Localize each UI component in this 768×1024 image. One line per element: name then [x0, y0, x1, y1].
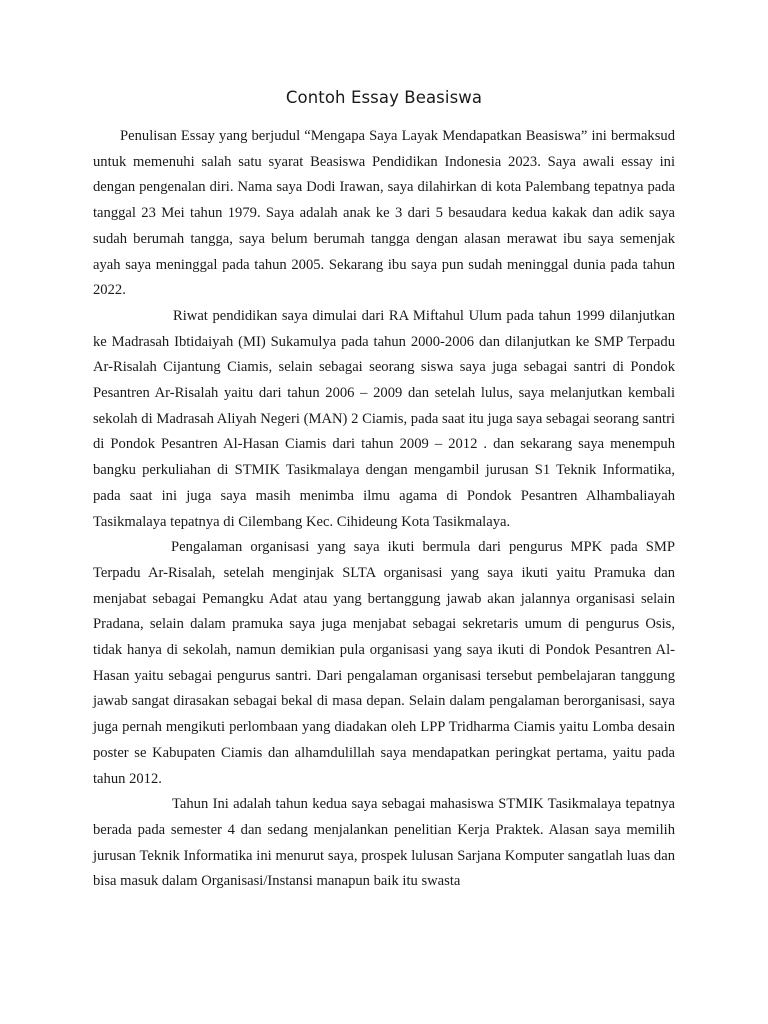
paragraph-intro: Penulisan Essay yang berjudul “Mengapa Saya Layak Mendapatkan Beasiswa” ini bermaksud untuk memenuhi salah satu syarat Beasiswa Pendidikan Indonesia 2023. Saya awali essay ini dengan pengenalan diri. Nama saya Dodi Irawan, saya dilahirkan di kota Palembang tepatnya pada tanggal 23 Mei tahun 1979. Saya adalah anak ke 3 dari 5 besaudara kedua kakak dan adik saya sudah berumah tangga, saya belum berumah tangga dengan alasan merawat ibu saya semenjak ayah saya meninggal pada tahun 2005. Sekarang ibu saya pun sudah meninggal dunia pada tahun 2022.	[93, 128, 675, 299]
document-title: Contoh Essay Beasiswa	[285, 88, 483, 107]
paragraph-organization: Pengalaman organisasi yang saya ikuti bermula dari pengurus MPK pada SMP Terpadu Ar-Risalah, setelah menginjak SLTA organisasi yang saya ikuti yaitu Pramuka dan menjabat sebagai Pemangku Adat atau yang bertanggung jawab akan jalannya organisasi selain Pradana, selain dalam pramuka saya juga menjabat sebagai sekretaris umum di pengurus Osis, tidak hanya di sekolah, namun demikian pula organisasi yang saya ikuti di Pondok Pesantren Al- Hasan yaitu sebagai pengurus santri. Dari pengalaman organisasi tersebut pembelajaran tanggung jawab sangat dirasakan sebagai bekal di masa depan. Selain dalam pengalaman berorganisasi, saya juga pernah mengikuti perlombaan yang diadakan oleh LPP Tridharma Ciamis yaitu Lomba desain poster se Kabupaten Ciamis dan alhamdulillah saya mendapatkan peringkat pertama, yaitu pada tahun 2012.	[93, 539, 675, 787]
paragraph-reason: Tahun Ini adalah tahun kedua saya sebagai mahasiswa STMIK Tasikmalaya tepatnya berada pada semester 4 dan sedang menjalankan penelitian Kerja Praktek. Alasan saya memilih jurusan Teknik Informatika ini menurut saya, prospek lulusan Sarjana Komputer sangatlah luas dan bisa masuk dalam Organisasi/Instansi manapun baik itu swasta	[93, 796, 675, 890]
paragraph-education: Riwat pendidikan saya dimulai dari RA Miftahul Ulum pada tahun 1999 dilanjutkan ke Madrasah Ibtidaiyah (MI) Sukamulya pada tahun 2000-2006 dan dilanjutkan ke SMP Terpadu Ar-Risalah Cijantung Ciamis, selain sebagai seorang siswa saya juga sebagai santri di Pondok Pesantren Ar-Risalah yaitu dari tahun 2006 – 2009 dan setelah lulus, saya melanjutkan kembali sekolah di Madrasah Aliyah Negeri (MAN) 2 Ciamis, pada saat itu juga saya sebagai seorang santri di Pondok Pesantren Al-Hasan Ciamis dari tahun 2009 – 2012 . dan sekarang saya menempuh bangku perkuliahan di STMIK Tasikmalaya dengan mengambil jurusan S1 Teknik Informatika, pada saat ini juga saya masih menimba ilmu agama di Pondok Pesantren Alhambaliayah Tasikmalaya tepatnya di Cilembang Kec. Cihideung Kota Tasikmalaya.	[93, 307, 675, 530]
essay-body	[93, 124, 675, 895]
